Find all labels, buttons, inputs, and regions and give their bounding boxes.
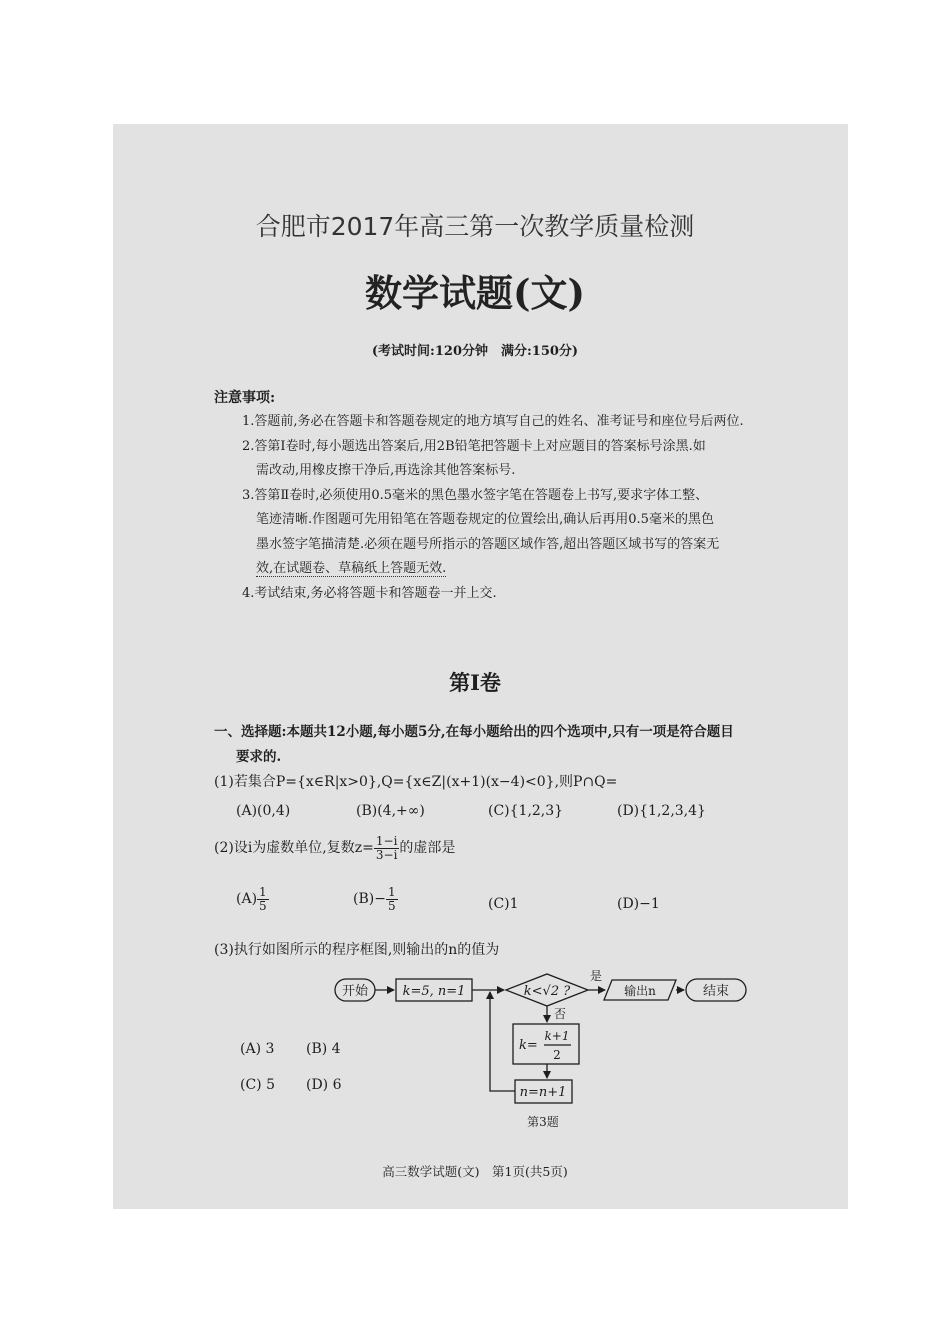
init-label: k=5, n=1 <box>402 984 466 999</box>
minus-sign: − <box>374 891 386 908</box>
q2-option-c: (C)1 <box>488 896 519 912</box>
q3-option-a: (A) 3 <box>240 1041 275 1057</box>
q2-fraction-denominator: 3−i <box>375 847 398 862</box>
q2-stem-text: (2)设i为虚数单位,复数z= <box>214 840 374 857</box>
update-k-denominator: 2 <box>553 1048 561 1062</box>
notice-line: 墨水签字笔描清楚.必须在题号所指示的答题区域作答,超出答题区域书写的答案无 <box>256 537 720 552</box>
q2-stem-tail: 的虚部是 <box>399 840 456 857</box>
notice-heading: 注意事项: <box>214 390 276 406</box>
notice-line: 1.答题前,务必在答题卡和答题卷规定的地方填写自己的姓名、准考证号和座位号后两位. <box>242 414 744 429</box>
section-heading: 一、选择题:本题共12小题,每小题5分,在每小题给出的四个选项中,只有一项是符合题目 <box>214 724 734 740</box>
q1-option-a: (A)(0,4) <box>236 803 291 819</box>
exam-title: 合肥市2017年高三第一次教学质量检测 <box>255 212 695 241</box>
update-n-label: n=n+1 <box>519 1085 567 1100</box>
volume-title: 第Ⅰ卷 <box>449 670 501 695</box>
condition-label: k<√2 ? <box>523 984 571 999</box>
option-label: (B) <box>353 891 375 908</box>
start-label: 开始 <box>341 984 369 999</box>
q3-option-b: (B) 4 <box>306 1041 341 1057</box>
figure-caption: 第3题 <box>527 1115 559 1129</box>
question-1-stem: (1)若集合P={x∈R|x>0},Q={x∈Z|(x+1)(x−4)<0},则P∩Q= <box>214 774 618 790</box>
notice-line: 需改动,用橡皮擦干净后,再选涂其他答案标号. <box>256 463 516 478</box>
exam-info: (考试时间:120分钟 满分:150分) <box>371 344 579 359</box>
q1-option-d: (D){1,2,3,4} <box>617 803 706 819</box>
option-label: (A) <box>236 891 258 908</box>
numerator: 1 <box>259 885 267 899</box>
notice-line: 4.考试结束,务必将答题卡和答题卷一并上交. <box>242 586 497 601</box>
q2-option-d: (D)−1 <box>617 896 660 912</box>
update-k-lhs: k= <box>519 1038 538 1053</box>
q1-option-b: (B)(4,+∞) <box>356 803 425 819</box>
no-label: 否 <box>554 1007 567 1021</box>
q3-option-d: (D) 6 <box>306 1077 342 1093</box>
q2-fraction-numerator: 1−i <box>375 834 398 848</box>
denominator: 5 <box>259 898 267 913</box>
denominator: 5 <box>387 898 396 913</box>
output-label: 输出n <box>624 984 656 998</box>
notice-line: 效,在试题卷、草稿纸上答题无效. <box>256 557 446 577</box>
update-k-numerator: k+1 <box>544 1029 570 1043</box>
notice-line: 2.答第Ⅰ卷时,每小题选出答案后,用2B铅笔把答题卡上对应题目的答案标号涂黑.如 <box>242 439 706 454</box>
yes-label: 是 <box>590 969 603 983</box>
q3-option-c: (C) 5 <box>240 1077 275 1093</box>
notice-line: 3.答第Ⅱ卷时,必须使用0.5毫米的黑色墨水签字笔在答题卷上书写,要求字体工整、 <box>242 488 709 503</box>
question-3-stem: (3)执行如图所示的程序框图,则输出的n的值为 <box>214 942 500 958</box>
paper-subject-title: 数学试题(文) <box>364 271 585 315</box>
section-heading-cont: 要求的. <box>236 749 282 765</box>
numerator: 1 <box>387 885 396 899</box>
page-footer: 高三数学试题(文) 第1页(共5页) <box>382 1164 568 1179</box>
end-label: 结束 <box>702 984 730 999</box>
q1-option-c: (C){1,2,3} <box>488 803 564 819</box>
notice-line: 笔迹清晰.作图题可先用铅笔在答题卷规定的位置绘出,确认后再用0.5毫米的黑色 <box>256 512 714 527</box>
